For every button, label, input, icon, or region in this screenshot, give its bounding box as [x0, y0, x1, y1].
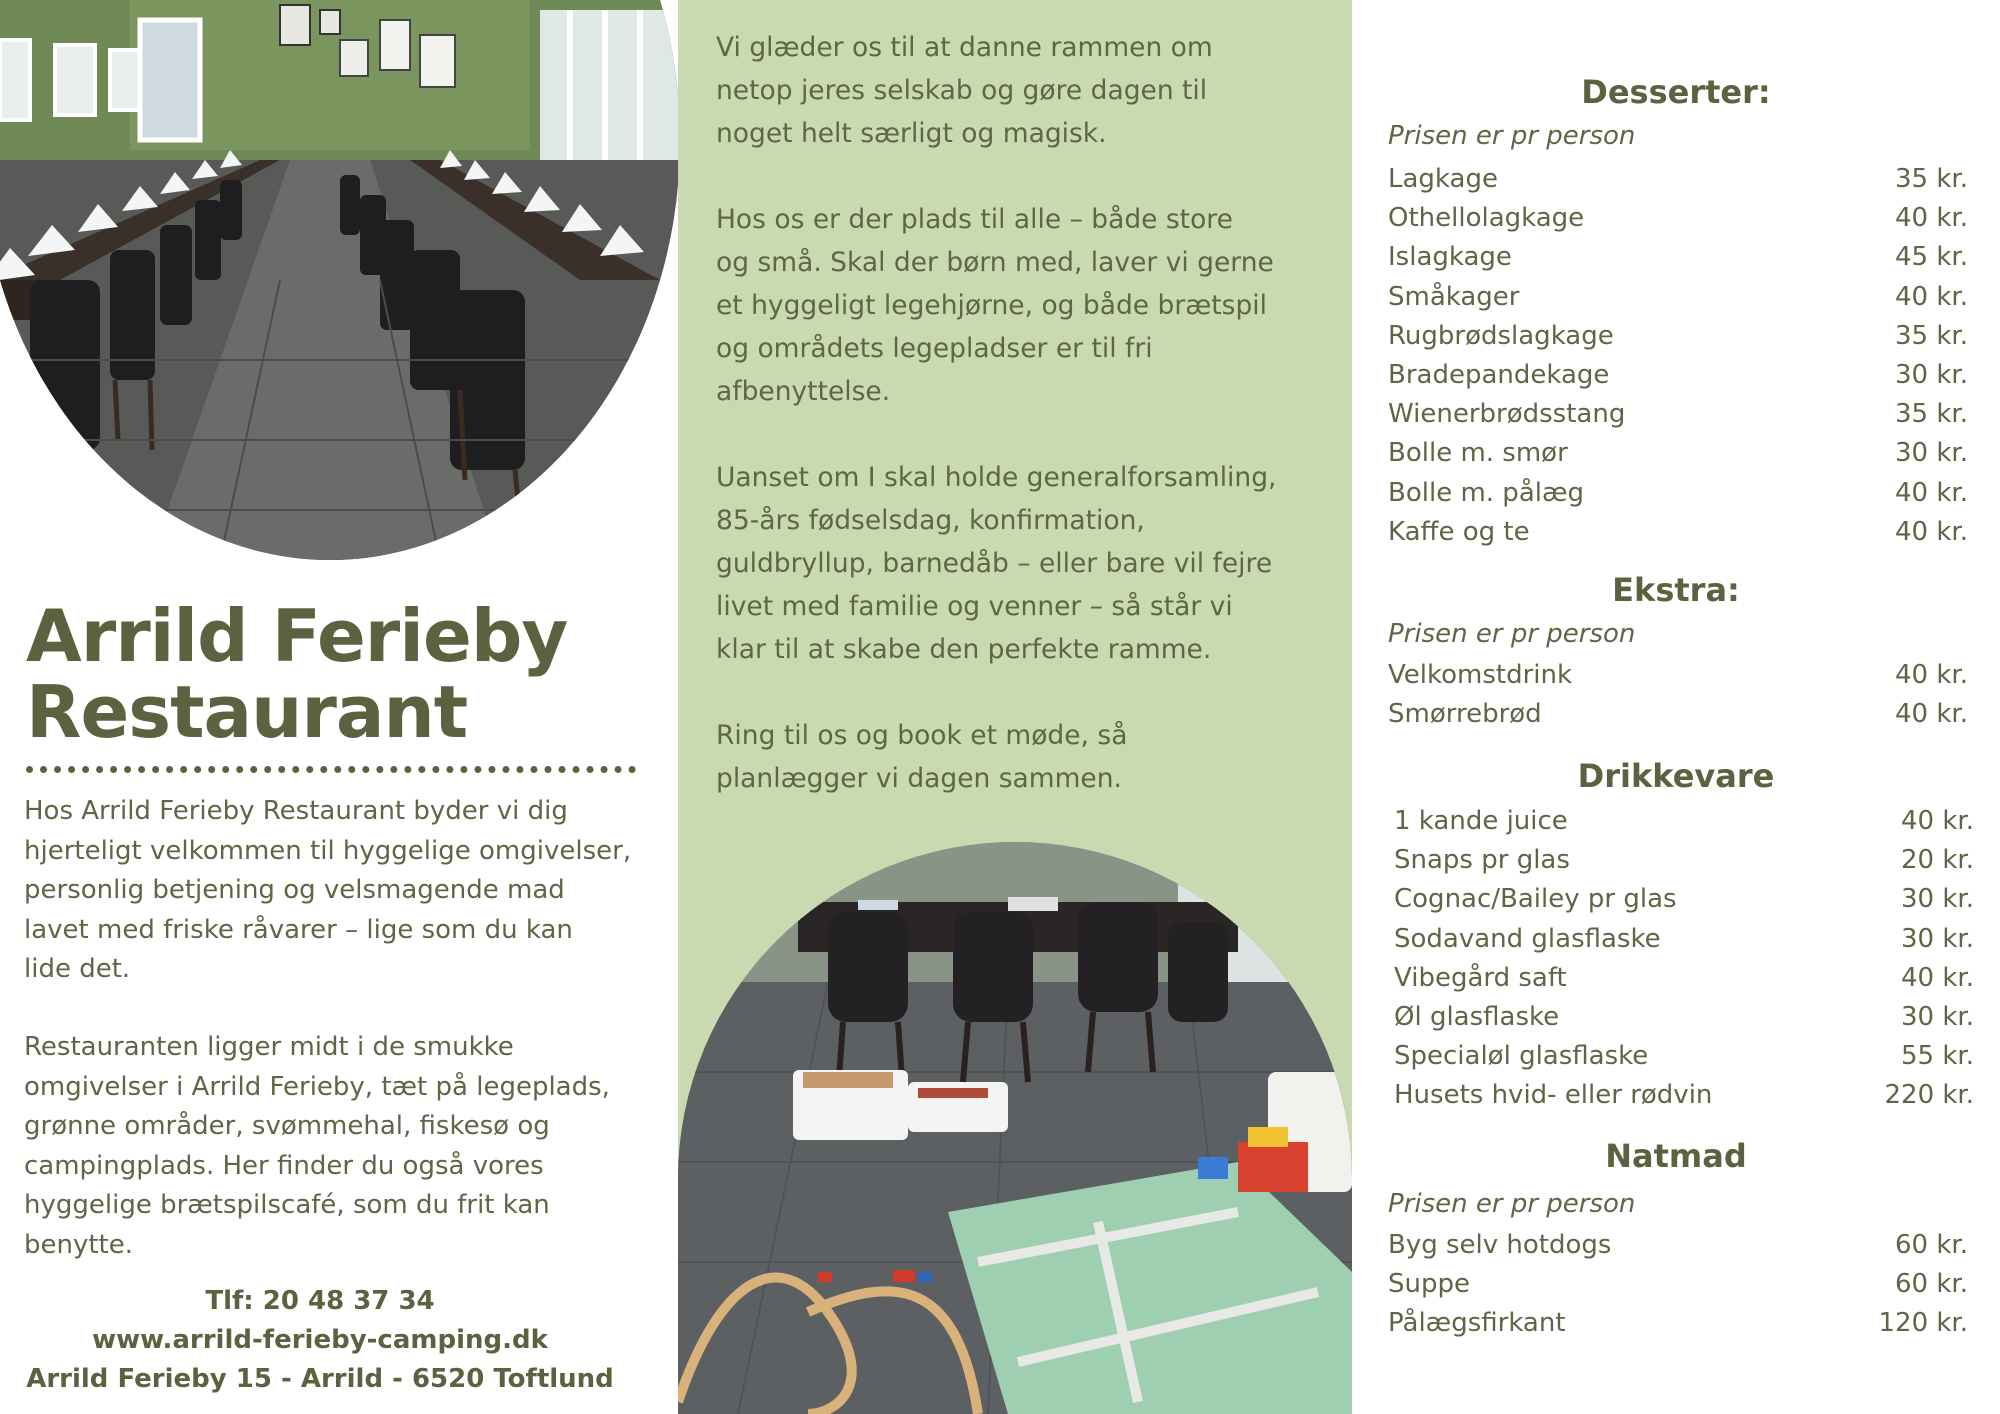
list-item — [1388, 656, 1968, 695]
intro-paragraph — [24, 792, 664, 990]
item-name: Lagkage — [1388, 164, 1498, 194]
list-item — [1388, 1226, 1968, 1265]
item-name: Småkager — [1388, 281, 1520, 312]
occasions-line: livet med familie og venner – så står vi — [716, 591, 1233, 622]
intro-line: personlig betjening og velsmagende mad — [24, 875, 565, 905]
list-item — [1394, 959, 1974, 998]
children-line: et hyggeligt legehjørne, og både brætspil — [716, 290, 1267, 321]
item-name: Sodavand glasflaske — [1394, 923, 1661, 954]
location-line: benytte. — [24, 1229, 134, 1260]
welcome-line: netop jeres selskab og gøre dagen til — [716, 75, 1208, 106]
title-line-1: Arrild Ferieby — [26, 594, 568, 678]
item-price: 60 kr. — [1895, 1230, 1968, 1260]
list-item — [1388, 160, 1968, 199]
item-name: Cognac/Bailey pr glas — [1394, 884, 1677, 915]
item-price: 120 kr. — [1878, 1308, 1968, 1339]
dotted-divider — [26, 766, 636, 773]
extra-list — [1388, 656, 1968, 734]
left-panel — [0, 0, 678, 1414]
occasions-line: 85-års fødselsdag, konfirmation, — [716, 505, 1145, 536]
list-item — [1394, 880, 1974, 919]
desserts-price-note: Prisen er pr person — [1388, 121, 1636, 151]
location-line: hyggelige brætspilscafé, som du frit kan — [24, 1190, 550, 1220]
item-name: 1 kande juice — [1394, 806, 1568, 836]
playroom-photo — [678, 842, 1352, 1414]
item-price: 40 kr. — [1895, 516, 1968, 547]
location-line: grønne områder, svømmehal, fiskesø og — [24, 1111, 550, 1141]
list-item — [1394, 920, 1974, 959]
item-price: 30 kr. — [1895, 438, 1968, 469]
item-price: 30 kr. — [1901, 923, 1974, 954]
nightfood-price-note: Prisen er pr person — [1388, 1189, 1636, 1219]
restaurant-dining-room-photo — [0, 0, 680, 560]
welcome-line: noget helt særligt og magisk. — [716, 118, 1107, 149]
item-name: Smørrebrød — [1388, 699, 1542, 730]
item-price: 45 kr. — [1895, 242, 1968, 273]
list-item — [1388, 434, 1968, 473]
item-name: Bradepandekage — [1388, 359, 1610, 390]
booking-line: Ring til os og book et møde, så — [716, 720, 1128, 751]
list-item — [1388, 395, 1968, 434]
item-name: Bolle m. smør — [1388, 438, 1568, 469]
location-line: omgivelser i Arrild Ferieby, tæt på legeplads, — [24, 1071, 610, 1102]
item-name: Pålægsfirkant — [1388, 1308, 1566, 1339]
nightfood-list — [1388, 1226, 1968, 1344]
item-name: Vibegård saft — [1394, 962, 1567, 993]
title-line-2: Restaurant — [26, 670, 468, 754]
item-price: 40 kr. — [1895, 203, 1968, 234]
list-item — [1388, 695, 1968, 734]
location-paragraph — [24, 1028, 664, 1265]
children-paragraph — [716, 198, 1336, 413]
location-line: Restauranten ligger midt i de smukke — [24, 1032, 514, 1062]
item-name: Suppe — [1388, 1269, 1470, 1300]
welcome-line: Vi glæder os til at danne rammen om — [716, 32, 1213, 63]
item-name: Othellolagkage — [1388, 203, 1585, 234]
item-price: 35 kr. — [1895, 164, 1968, 194]
children-line: og områdets legepladser er til fri — [716, 333, 1153, 364]
item-price: 40 kr. — [1895, 281, 1968, 312]
item-price: 30 kr. — [1895, 359, 1968, 390]
item-price: 30 kr. — [1901, 884, 1974, 915]
children-line: Hos os er der plads til alle – både store — [716, 204, 1233, 235]
restaurant-title — [26, 594, 666, 754]
item-name: Husets hvid- eller rødvin — [1394, 1080, 1713, 1111]
list-item — [1388, 474, 1968, 513]
list-item — [1388, 199, 1968, 238]
item-price: 40 kr. — [1895, 660, 1968, 690]
list-item — [1388, 1304, 1968, 1343]
occasions-line: Uanset om I skal holde generalforsamling, — [716, 462, 1277, 493]
occasions-line: guldbryllup, barnedåb – eller bare vil fejre — [716, 548, 1273, 579]
nightfood-heading: Natmad — [1605, 1137, 1747, 1175]
children-line: og små. Skal der børn med, laver vi gerne — [716, 247, 1274, 278]
list-item — [1388, 513, 1968, 552]
booking-paragraph — [716, 714, 1336, 800]
booking-line: planlægger vi dagen sammen. — [716, 763, 1122, 794]
intro-line: Hos Arrild Ferieby Restaurant byder vi dig — [24, 796, 568, 826]
item-name: Øl glasflaske — [1394, 1001, 1560, 1032]
item-price: 35 kr. — [1895, 320, 1968, 351]
list-item — [1394, 1037, 1974, 1076]
intro-line: lide det. — [24, 954, 131, 984]
extra-price-note: Prisen er pr person — [1388, 619, 1636, 649]
welcome-paragraph — [716, 26, 1336, 155]
item-name: Snaps pr glas — [1394, 845, 1570, 876]
desserts-list — [1388, 160, 1968, 552]
location-line: campingplads. Her finder du også vores — [24, 1150, 544, 1181]
list-item — [1388, 278, 1968, 317]
item-name: Wienerbrødsstang — [1388, 399, 1626, 430]
intro-line: hjerteligt velkommen til hyggelige omgivelser, — [24, 835, 632, 866]
item-name: Rugbrødslagkage — [1388, 320, 1614, 351]
occasions-line: klar til at skabe den perfekte ramme. — [716, 634, 1212, 665]
drinks-list — [1394, 802, 1974, 1116]
list-item — [1394, 802, 1974, 841]
list-item — [1388, 317, 1968, 356]
contact-website-link[interactable]: www.arrild-ferieby-camping.dk — [92, 1325, 548, 1355]
item-name: Kaffe og te — [1388, 516, 1530, 547]
list-item — [1394, 998, 1974, 1037]
item-price: 20 kr. — [1901, 845, 1974, 876]
middle-panel — [678, 0, 1352, 1414]
contact-phone[interactable]: Tlf: 20 48 37 34 — [205, 1286, 435, 1316]
item-price: 220 kr. — [1884, 1080, 1974, 1111]
item-name: Specialøl glasflaske — [1394, 1041, 1649, 1072]
contact-address: Arrild Ferieby 15 - Arrild - 6520 Toftlund — [26, 1364, 614, 1394]
item-price: 40 kr. — [1901, 962, 1974, 993]
item-price: 35 kr. — [1895, 399, 1968, 430]
list-item — [1388, 1265, 1968, 1304]
item-name: Byg selv hotdogs — [1388, 1230, 1612, 1260]
menu-panel — [1352, 0, 2000, 1414]
item-name: Islagkage — [1388, 242, 1512, 273]
drinks-heading: Drikkevare — [1577, 757, 1775, 795]
item-price: 40 kr. — [1895, 477, 1968, 508]
children-line: afbenyttelse. — [716, 376, 891, 407]
occasions-paragraph — [716, 456, 1336, 671]
item-price: 40 kr. — [1895, 699, 1968, 730]
item-name: Bolle m. pålæg — [1388, 477, 1585, 508]
desserts-heading: Desserter: — [1581, 73, 1771, 111]
list-item — [1394, 841, 1974, 880]
item-price: 30 kr. — [1901, 1001, 1974, 1032]
intro-line: lavet med friske råvarer – lige som du kan — [24, 914, 573, 945]
item-name: Velkomstdrink — [1388, 660, 1573, 690]
item-price: 60 kr. — [1895, 1269, 1968, 1300]
extra-heading: Ekstra: — [1612, 571, 1740, 609]
item-price: 55 kr. — [1901, 1041, 1974, 1072]
list-item — [1394, 1076, 1974, 1115]
item-price: 40 kr. — [1901, 806, 1974, 836]
list-item — [1388, 356, 1968, 395]
list-item — [1388, 238, 1968, 277]
